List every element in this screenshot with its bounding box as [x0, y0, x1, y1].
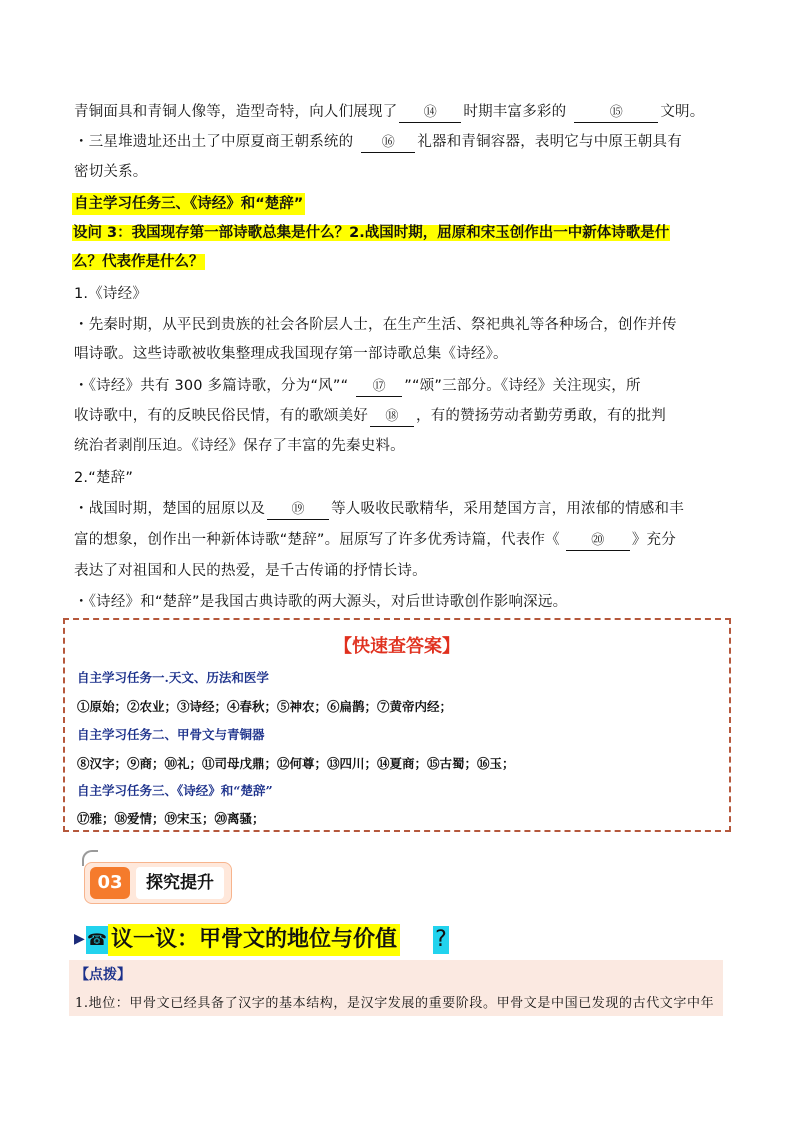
blank-15: ⑮ — [574, 103, 658, 123]
shijing-p2a: ・《诗经》共有 300 多篇诗歌，分为“风”“ ⑰ ”“颂”三部分。《诗经》关注现实，所 — [74, 376, 724, 397]
sanxingdui-line-1 — [74, 102, 724, 123]
answer-title: 【快速查答案】 — [334, 636, 460, 657]
question-line-2: 么？代表作是什么？ — [73, 254, 204, 270]
sanxingdui-line-3: 密切关系。 — [74, 164, 148, 180]
section-label: 探究提升 — [136, 867, 224, 899]
tip-box — [69, 960, 723, 1016]
chuci-p1a: ・战国时期，楚国的屈原以及 ⑲ 等人吸收民歌精华，采用楚国方言，用浓郁的情感和丰 — [74, 499, 724, 520]
discuss-title: 议一议：甲骨文的地位与价值 — [108, 924, 400, 956]
quick-answer-box — [63, 618, 731, 832]
chuci-p2: ・《诗经》和“楚辞”是我国古典诗歌的两大源头，对后世诗歌创作影响深远。 — [74, 594, 568, 610]
question-mark: ? — [433, 926, 449, 954]
chuci-p1b: 富的想象，创作出一种新体诗歌“楚辞”。屈原写了许多优秀诗篇，代表作《 ⑳ 》充分 — [74, 530, 724, 551]
answer-section-3-head: 自主学习任务三、《诗经》和“楚辞” — [77, 783, 273, 798]
text: 青铜面具和青铜人像等，造型奇特，向人们展现了 — [74, 104, 398, 120]
blank-17: ⑰ — [356, 377, 402, 397]
shijing-p2c: 统治者剥削压迫。《诗经》保存了丰富的先秦史料。 — [74, 438, 405, 454]
tip-head: 【点拨】 — [75, 967, 131, 983]
shijing-p1b: 唱诗歌。这些诗歌被收集整理成我国现存第一部诗歌总集《诗经》。 — [74, 346, 508, 362]
section-number: 03 — [90, 867, 130, 899]
text: 礼器和青铜容器，表明它与中原王朝具有 — [417, 134, 682, 150]
question-line-1: 设问 3：我国现存第一部诗歌总集是什么？2.战国时期，屈原和宋玉创作出一中新体诗歌是什 — [73, 225, 670, 241]
sanxingdui-line-2 — [74, 132, 724, 153]
blank-16: ⑯ — [361, 133, 415, 153]
triangle-right-icon: ▶ — [74, 931, 85, 947]
text: 时期丰富多彩的 — [463, 104, 567, 120]
task3-title: 自主学习任务三、《诗经》和“楚辞” — [72, 193, 305, 215]
chuci-p1c: 表达了对祖国和人民的热爱，是千古传诵的抒情长诗。 — [74, 563, 427, 579]
shijing-p1a: ・先秦时期，从平民到贵族的社会各阶层人士，在生产生活、祭祀典礼等各种场合，创作并传 — [74, 317, 677, 333]
blank-19: ⑲ — [267, 500, 329, 520]
tip-body: 1.地位：甲骨文已经具备了汉字的基本结构，是汉字发展的重要阶段。甲骨文是中国已发现的古代文字中年 — [75, 996, 715, 1011]
answer-section-2-body: ⑧汉字；⑨商；⑩礼；⑪司母戊鼎；⑫何尊；⑬四川；⑭夏商；⑮古蜀；⑯玉； — [77, 756, 515, 771]
chuci-heading: 2.“楚辞” — [74, 470, 134, 486]
shijing-heading: 1.《诗经》 — [74, 286, 148, 302]
blank-18: ⑱ — [370, 407, 414, 427]
phone-icon: ☎ — [86, 926, 108, 954]
answer-section-1-head: 自主学习任务一.天文、历法和医学 — [77, 670, 269, 685]
text: ・三星堆遗址还出土了中原夏商王朝系统的 — [74, 134, 354, 150]
section-badge — [84, 862, 232, 904]
blank-14: ⑭ — [399, 103, 461, 123]
answer-section-1-body: ①原始；②农业；③诗经；④春秋；⑤神农；⑥扁鹊；⑦黄帝内经； — [77, 699, 453, 714]
blank-20: ⑳ — [566, 531, 630, 551]
answer-section-2-head: 自主学习任务二、甲骨文与青铜器 — [77, 727, 265, 742]
answer-section-3-body: ⑰雅；⑱爱情；⑲宋玉；⑳离骚； — [77, 811, 265, 826]
shijing-p2b: 收诗歌中，有的反映民俗民情，有的歌颂美好 ⑱ ，有的赞扬劳动者勤劳勇敢，有的批判 — [74, 406, 724, 427]
text: 文明。 — [660, 104, 705, 120]
